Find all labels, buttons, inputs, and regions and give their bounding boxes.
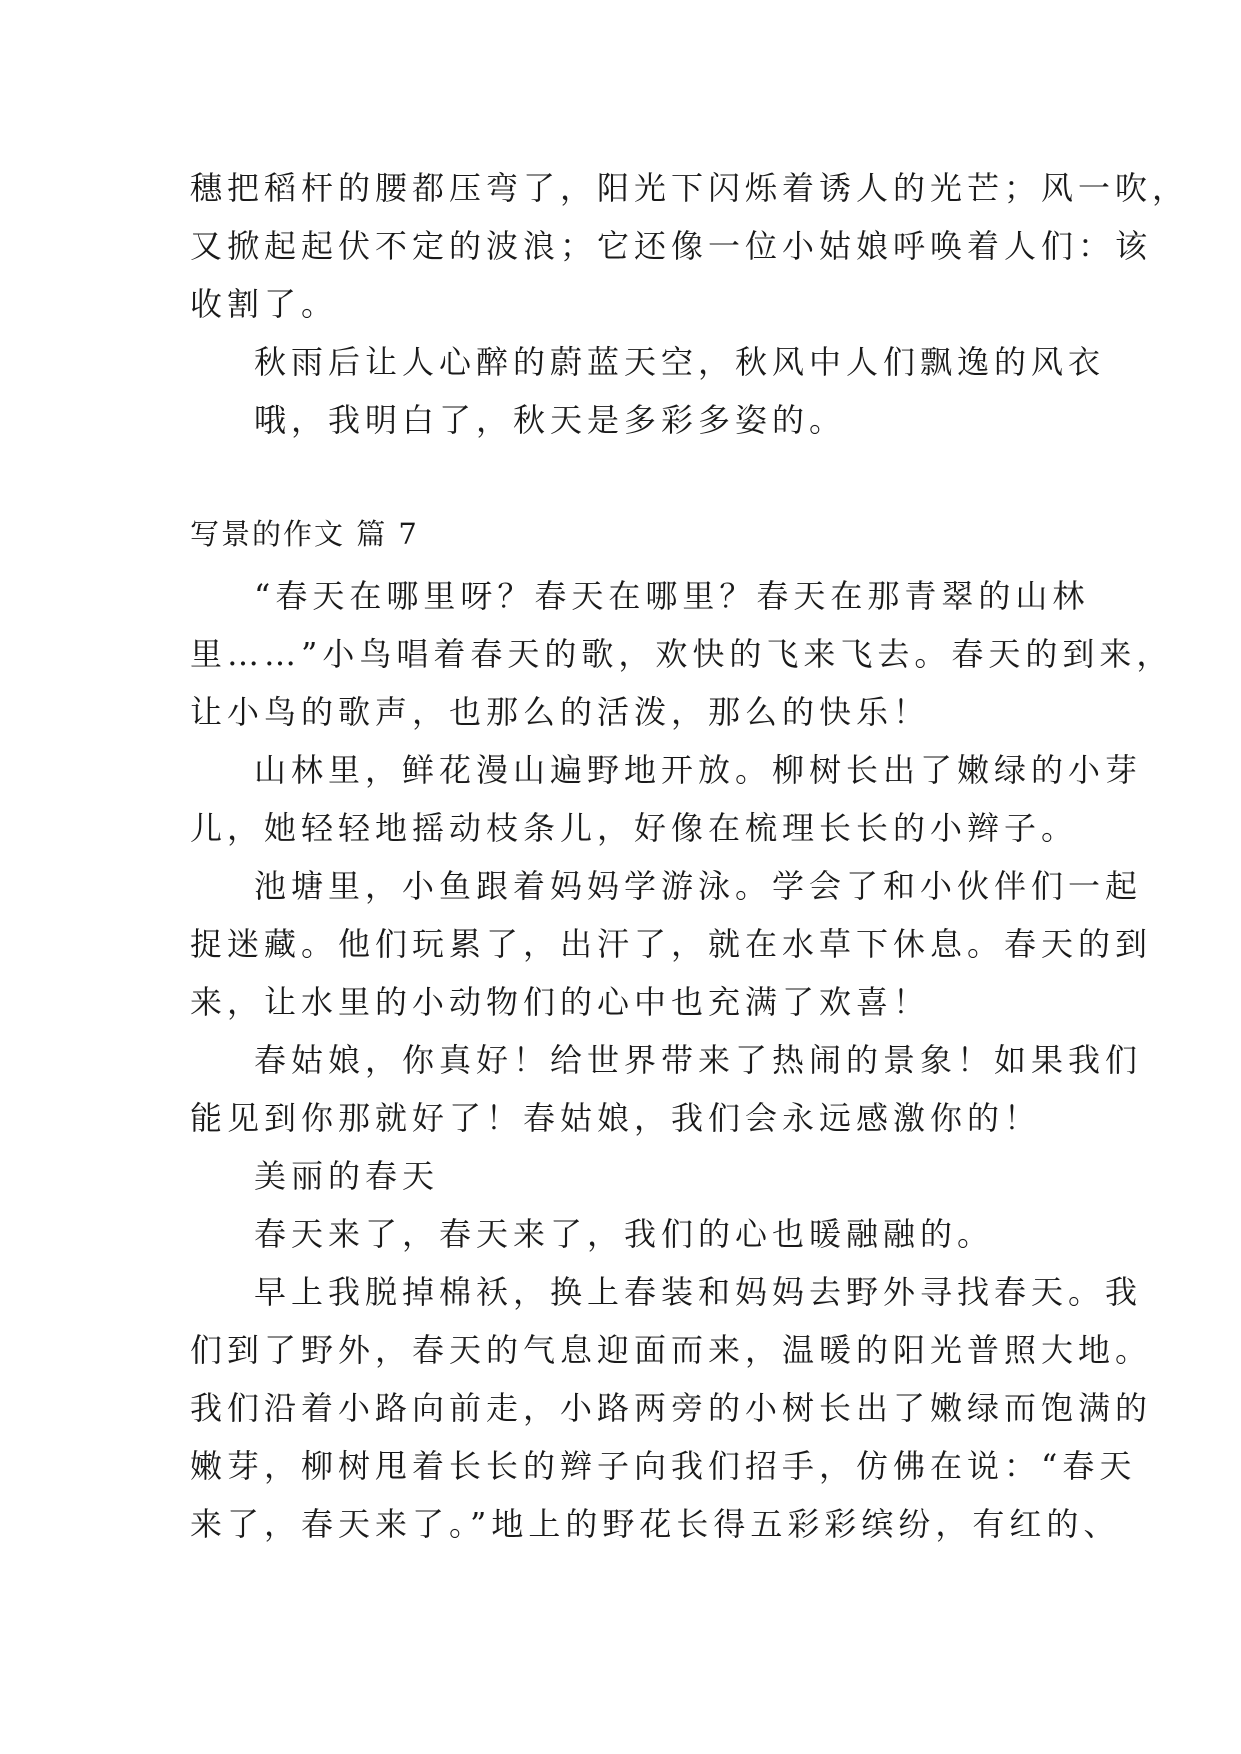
paragraph-line: 我们沿着小路向前走，小路两旁的小树长出了嫩绿而饱满的 bbox=[190, 1389, 1153, 1427]
paragraph-line: 来了，春天来了。”地上的野花长得五彩彩缤纷，有红的、 bbox=[190, 1505, 1121, 1543]
paragraph-line: 哦，我明白了，秋天是多彩多姿的。 bbox=[254, 401, 847, 439]
paragraph-line: 春姑娘，你真好！给世界带来了热闹的景象！如果我们 bbox=[254, 1041, 1143, 1079]
paragraph-line: 秋雨后让人心醉的蔚蓝天空，秋风中人们飘逸的风衣 bbox=[254, 343, 1106, 381]
paragraph-line: 早上我脱掉棉袄，换上春装和妈妈去野外寻找春天。我 bbox=[254, 1273, 1143, 1311]
paragraph-line: 春天来了，春天来了，我们的心也暖融融的。 bbox=[254, 1215, 995, 1253]
paragraph-line: 收割了。 bbox=[190, 285, 339, 323]
paragraph-line: 池塘里，小鱼跟着妈妈学游泳。学会了和小伙伴们一起 bbox=[254, 867, 1143, 905]
paragraph-line: 又掀起起伏不定的波浪；它还像一位小姑娘呼唤着人们：该 bbox=[190, 227, 1153, 265]
paragraph-line: 能见到你那就好了！春姑娘，我们会永远感激你的！ bbox=[190, 1099, 1042, 1137]
paragraph-line: 来，让水里的小动物们的心中也充满了欢喜！ bbox=[190, 983, 931, 1021]
section-heading: 写景的作文 篇 7 bbox=[190, 517, 419, 551]
paragraph-line: 美丽的春天 bbox=[254, 1157, 440, 1195]
paragraph-line: 们到了野外，春天的气息迎面而来，温暖的阳光普照大地。 bbox=[190, 1331, 1153, 1369]
paragraph-line: 嫩芽，柳树甩着长长的辫子向我们招手，仿佛在说：“春天 bbox=[190, 1447, 1137, 1485]
paragraph-line: 穗把稻杆的腰都压弯了，阳光下闪烁着诱人的光芒；风一吹， bbox=[190, 169, 1190, 207]
paragraph-line: 儿，她轻轻地摇动枝条儿，好像在梳理长长的小辫子。 bbox=[190, 809, 1079, 847]
paragraph-line: “春天在哪里呀？春天在哪里？春天在那青翠的山林 bbox=[254, 577, 1090, 615]
paragraph-line: 让小鸟的歌声，也那么的活泼，那么的快乐！ bbox=[190, 693, 931, 731]
paragraph-line: 捉迷藏。他们玩累了，出汗了，就在水草下休息。春天的到 bbox=[190, 925, 1153, 963]
paragraph-line: 山林里，鲜花漫山遍野地开放。柳树长出了嫩绿的小芽 bbox=[254, 751, 1143, 789]
paragraph-line: 里……”小鸟唱着春天的歌，欢快的飞来飞去。春天的到来， bbox=[190, 635, 1174, 673]
